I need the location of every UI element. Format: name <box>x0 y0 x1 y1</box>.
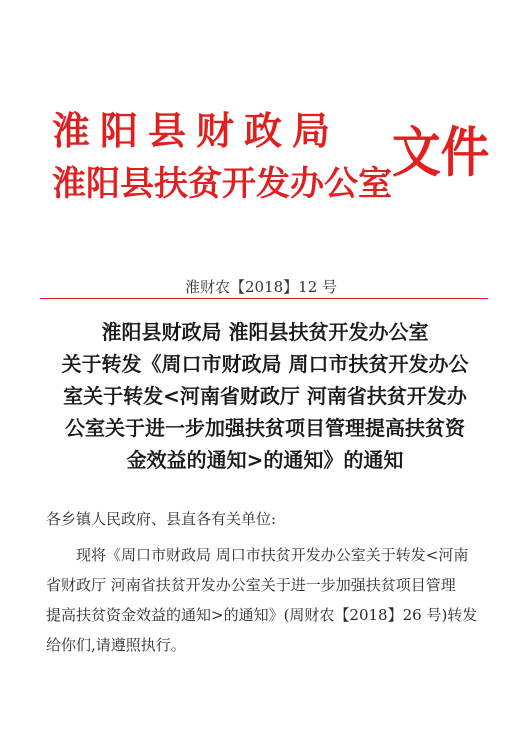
title-line: 公室关于进一步加强扶贫项目管理提高扶贫资 <box>65 416 465 440</box>
document-label: 文件 <box>392 120 490 184</box>
body-paragraph <box>46 540 486 660</box>
title-line: 关于转发《周口市财政局 周口市扶贫开发办公 <box>61 352 469 376</box>
title-line: 淮阳县财政局 淮阳县扶贫开发办公室 <box>101 320 429 344</box>
body-line: 现将《周口市财政局 周口市扶贫开发办公室关于转发<河南 <box>76 546 469 564</box>
body-line: 省财政厅 河南省扶贫开发办公室关于进一步加强扶贫项目管理 <box>46 576 456 594</box>
issuer-poverty-office: 淮阳县扶贫开发办公室 <box>52 164 392 204</box>
title-line: 金效益的通知>的通知》的通知 <box>126 448 404 472</box>
salutation: 各乡镇人民政府、县直各有关单位: <box>46 510 277 528</box>
document-title <box>40 316 490 476</box>
document-header <box>52 96 492 226</box>
red-divider <box>40 298 488 299</box>
issuer-finance-bureau: 淮阳县财政局 <box>52 108 341 153</box>
document-number: 淮财农【2018】12 号 <box>184 278 338 296</box>
body-line: 给你们,请遵照执行。 <box>46 636 186 654</box>
body-line: 提高扶贫资金效益的通知>的通知》(周财农【2018】26 号)转发 <box>46 606 478 624</box>
title-line: 室关于转发<河南省财政厅 河南省扶贫开发办 <box>63 384 467 408</box>
